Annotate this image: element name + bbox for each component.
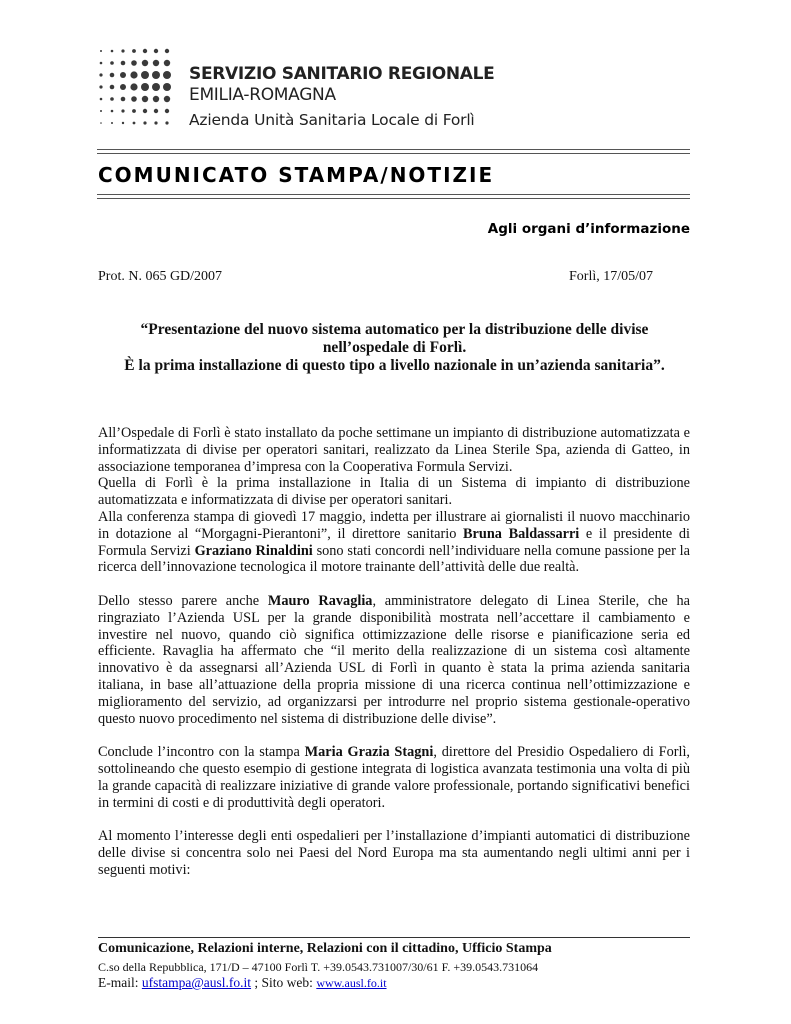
paragraph-3-text2: , direttore del Presidio Ospedaliero di Forlì, sottolineando che questo esempio di gestione integrata di logistica avanzata testimonia una volta di più la grande capacità di realizzare iniziative di grande valore professionale, portando significativi benefici in termini di costi e di produttività degli operatori. — [98, 744, 690, 811]
document-date: Forlì, 17/05/07 — [569, 269, 654, 284]
paragraph-4: Al momento l’interesse degli enti ospedalieri per l’installazione d’impianti automatici di distribuzione delle divise si concentra solo nei Paesi del Nord Europa ma sta aumentando negli ultimi anni per i seguenti motivi: — [98, 828, 690, 878]
recipient-line: Agli organi d’informazione — [487, 221, 690, 237]
paragraph-1c-text2: e il presidente di Formula Servizi — [98, 525, 690, 559]
protocol-number: Prot. N. 065 GD/2007 — [98, 269, 223, 284]
paragraph-1c-text3: sono stati concordi nell’individuare nella comune passione per la ricerca dell’innovazione tecnologica il motore trainante dell’attività delle due realtà. — [98, 542, 690, 576]
footer-contacts — [98, 975, 387, 991]
heading-rule-top — [97, 149, 690, 154]
footer-office-name: Comunicazione, Relazioni interne, Relazioni con il cittadino, Ufficio Stampa — [98, 941, 552, 956]
footer-address: C.so della Repubblica, 171/D – 47100 Forlì T. +39.0543.731007/30/61 F. +39.0543.731064 — [98, 960, 539, 974]
person-name-stagni: Maria Grazia Stagni — [304, 744, 434, 761]
person-name-baldassarri: Bruna Baldassarri — [463, 525, 580, 542]
paragraph-3 — [98, 744, 690, 811]
page-heading: COMUNICATO STAMPA/NOTIZIE — [98, 163, 495, 187]
org-name-line2: EMILIA-ROMAGNA — [189, 85, 336, 105]
body-text — [98, 425, 690, 895]
site-label: ; Sito web: — [251, 975, 317, 990]
paragraph-1c — [98, 509, 690, 576]
paragraph-1b: Quella di Forlì è la prima installazione in Italia di un Sistema di impianto di distribuzione automatizzata e informatizzata di divise per operatori sanitari. — [98, 475, 690, 509]
paragraph-2 — [98, 593, 690, 727]
person-name-ravaglia: Mauro Ravaglia — [267, 592, 373, 609]
press-release-title — [98, 321, 691, 375]
paragraph-2-text1: Dello stesso parere anche — [98, 592, 268, 609]
org-name-line3: Azienda Unità Sanitaria Locale di Forlì — [189, 111, 475, 129]
title-line3: È la prima installazione di questo tipo a livello nazionale in un’azienda sanitaria”. — [124, 357, 665, 374]
person-name-rinaldini: Graziano Rinaldini — [194, 542, 313, 559]
paragraph-2-text2: , amministratore delegato di Linea Sterile, che ha ringraziato l’Azienda USL per la grande disponibilità mostrata nell’accettare il cambiamento e investire nel nuovo, quando ciò significa ottimizzazione delle risorse e pianificazione seria ed efficiente. Ravaglia ha affermato che “il merito della realizzazione di un sistema così altamente innovativo è da assegnarsi all’Azienda USL di Forlì in quanto è stata la prima azienda sanitaria italiana, in base all’attuazione della propria missione di una ricerca continua nell’ottimizzazione e miglioramento del servizio, ad organizzarsi per introdurre nel proprio sistema gestionale-operativo questo nuovo procedimento nel sistema di distribuzione delle divise”. — [98, 592, 690, 727]
email-label: E-mail: — [98, 975, 142, 990]
website-link[interactable]: www.ausl.fo.it — [316, 976, 387, 990]
title-line2: nell’ospedale di Forlì. — [322, 339, 467, 356]
email-link[interactable]: ufstampa@ausl.fo.it — [141, 975, 252, 990]
footer-rule — [98, 937, 690, 938]
paragraph-1a: All’Ospedale di Forlì è stato installato da poche settimane un impianto di distribuzione automatizzata e informatizzata di divise per operatori sanitari, realizzato da Linea Sterile Spa, azienda di Gatteo, in associazione temporanea d’impresa con la Cooperativa Formula Servizi. — [98, 425, 690, 475]
paragraph-3-text1: Conclude l’incontro con la stampa — [98, 744, 305, 761]
title-line1: “Presentazione del nuovo sistema automatico per la distribuzione delle divise — [140, 321, 649, 338]
paragraph-1c-text1: Alla conferenza stampa di giovedì 17 maggio, indetta per illustrare ai giornalisti il nuovo macchinario in dotazione al “Morgagni-Pierantoni”, il direttore sanitario — [98, 508, 690, 542]
org-name-line1: SERVIZIO SANITARIO REGIONALE — [189, 64, 495, 84]
regional-logo-icon — [96, 46, 176, 130]
heading-rule-bottom — [97, 194, 690, 199]
